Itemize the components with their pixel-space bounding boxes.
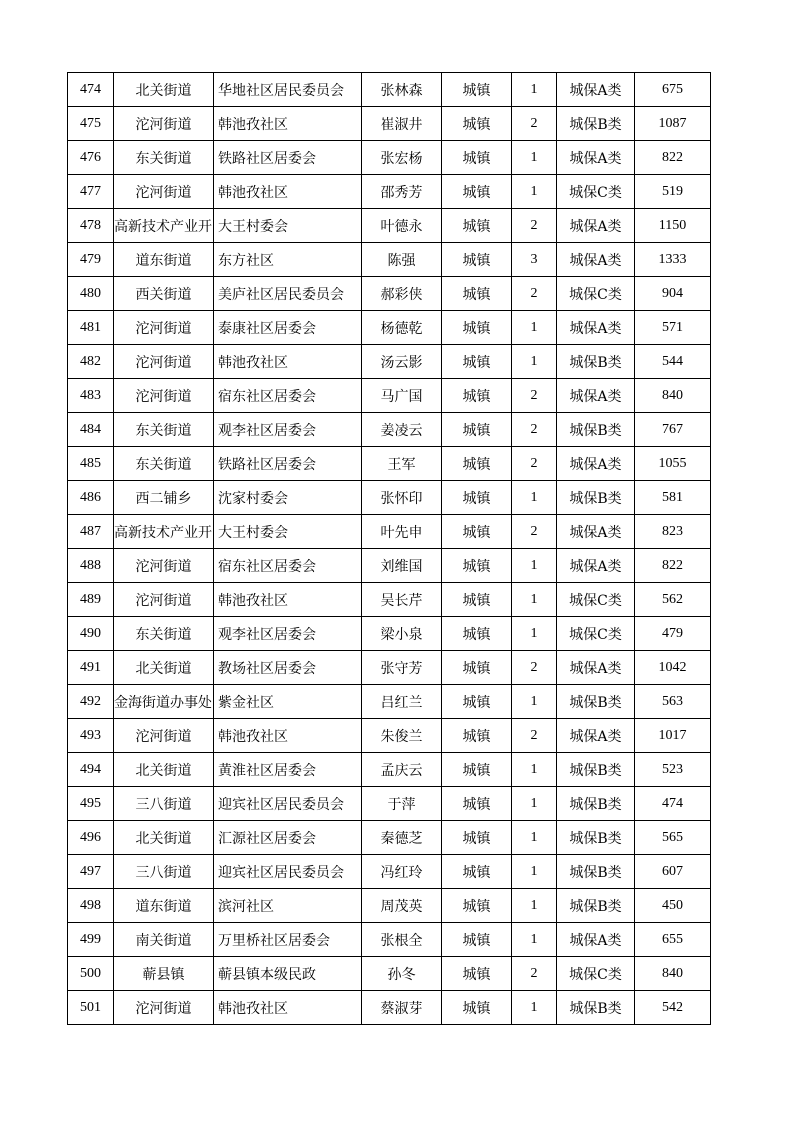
person-name-cell: 叶德永: [362, 209, 442, 243]
member-count-cell: 2: [512, 719, 557, 753]
person-name-cell: 张宏杨: [362, 141, 442, 175]
member-count-cell: 1: [512, 583, 557, 617]
community-cell: 万里桥社区居委会: [214, 923, 362, 957]
member-count-cell: 1: [512, 787, 557, 821]
community-cell: 铁路社区居委会: [214, 141, 362, 175]
household-type-cell: 城镇: [442, 753, 512, 787]
category-cell: 城保A类: [557, 549, 635, 583]
person-name-cell: 于萍: [362, 787, 442, 821]
street-cell: 三八街道: [114, 787, 214, 821]
amount-cell: 479: [635, 617, 711, 651]
person-name-cell: 张林森: [362, 73, 442, 107]
street-cell: 沱河街道: [114, 991, 214, 1025]
member-count-cell: 1: [512, 923, 557, 957]
amount-cell: 840: [635, 957, 711, 991]
category-cell: 城保B类: [557, 481, 635, 515]
household-type-cell: 城镇: [442, 787, 512, 821]
household-type-cell: 城镇: [442, 855, 512, 889]
amount-cell: 904: [635, 277, 711, 311]
table-row: [68, 651, 711, 685]
community-cell: 韩池孜社区: [214, 583, 362, 617]
person-name-cell: 朱俊兰: [362, 719, 442, 753]
member-count-cell: 2: [512, 209, 557, 243]
person-name-cell: 吴长芹: [362, 583, 442, 617]
person-name-cell: 冯红玲: [362, 855, 442, 889]
household-type-cell: 城镇: [442, 991, 512, 1025]
household-type-cell: 城镇: [442, 447, 512, 481]
street-cell: 沱河街道: [114, 549, 214, 583]
community-cell: 华地社区居民委员会: [214, 73, 362, 107]
table-row: [68, 141, 711, 175]
row-number-cell: 485: [68, 447, 114, 481]
category-cell: 城保A类: [557, 379, 635, 413]
person-name-cell: 蔡淑芽: [362, 991, 442, 1025]
row-number-cell: 497: [68, 855, 114, 889]
community-cell: 沈家村委会: [214, 481, 362, 515]
person-name-cell: 梁小泉: [362, 617, 442, 651]
row-number-cell: 478: [68, 209, 114, 243]
person-name-cell: 汤云影: [362, 345, 442, 379]
member-count-cell: 1: [512, 481, 557, 515]
amount-cell: 523: [635, 753, 711, 787]
row-number-cell: 498: [68, 889, 114, 923]
community-cell: 教场社区居委会: [214, 651, 362, 685]
table-row: [68, 73, 711, 107]
street-cell: 西关街道: [114, 277, 214, 311]
community-cell: 泰康社区居委会: [214, 311, 362, 345]
street-cell: 沱河街道: [114, 345, 214, 379]
category-cell: 城保A类: [557, 515, 635, 549]
category-cell: 城保B类: [557, 413, 635, 447]
member-count-cell: 2: [512, 277, 557, 311]
household-type-cell: 城镇: [442, 141, 512, 175]
row-number-cell: 474: [68, 73, 114, 107]
household-type-cell: 城镇: [442, 719, 512, 753]
community-cell: 蕲县镇本级民政: [214, 957, 362, 991]
table-row: [68, 549, 711, 583]
community-cell: 美庐社区居民委员会: [214, 277, 362, 311]
row-number-cell: 490: [68, 617, 114, 651]
category-cell: 城保C类: [557, 583, 635, 617]
member-count-cell: 1: [512, 345, 557, 379]
amount-cell: 840: [635, 379, 711, 413]
community-cell: 观李社区居委会: [214, 617, 362, 651]
table-row: [68, 889, 711, 923]
amount-cell: 562: [635, 583, 711, 617]
member-count-cell: 2: [512, 651, 557, 685]
member-count-cell: 2: [512, 447, 557, 481]
household-type-cell: 城镇: [442, 209, 512, 243]
household-type-cell: 城镇: [442, 515, 512, 549]
community-cell: 宿东社区居委会: [214, 379, 362, 413]
row-number-cell: 501: [68, 991, 114, 1025]
community-cell: 韩池孜社区: [214, 345, 362, 379]
table-row: [68, 787, 711, 821]
person-name-cell: 马广国: [362, 379, 442, 413]
household-type-cell: 城镇: [442, 889, 512, 923]
amount-cell: 655: [635, 923, 711, 957]
member-count-cell: 1: [512, 141, 557, 175]
household-type-cell: 城镇: [442, 957, 512, 991]
community-cell: 大王村委会: [214, 209, 362, 243]
person-name-cell: 秦德芝: [362, 821, 442, 855]
member-count-cell: 1: [512, 855, 557, 889]
table-row: [68, 209, 711, 243]
person-name-cell: 姜凌云: [362, 413, 442, 447]
street-cell: 沱河街道: [114, 311, 214, 345]
community-cell: 观李社区居委会: [214, 413, 362, 447]
amount-cell: 450: [635, 889, 711, 923]
table-row: [68, 175, 711, 209]
household-type-cell: 城镇: [442, 923, 512, 957]
amount-cell: 1333: [635, 243, 711, 277]
row-number-cell: 477: [68, 175, 114, 209]
household-type-cell: 城镇: [442, 685, 512, 719]
member-count-cell: 2: [512, 379, 557, 413]
table-row: [68, 277, 711, 311]
table-row: [68, 447, 711, 481]
street-cell: 北关街道: [114, 651, 214, 685]
street-cell: 三八街道: [114, 855, 214, 889]
community-cell: 东方社区: [214, 243, 362, 277]
person-name-cell: 张根全: [362, 923, 442, 957]
table-row: [68, 991, 711, 1025]
street-cell: 沱河街道: [114, 107, 214, 141]
table-row: [68, 107, 711, 141]
category-cell: 城保A类: [557, 923, 635, 957]
amount-cell: 581: [635, 481, 711, 515]
street-cell: 东关街道: [114, 141, 214, 175]
category-cell: 城保B类: [557, 855, 635, 889]
person-name-cell: 周茂英: [362, 889, 442, 923]
member-count-cell: 1: [512, 617, 557, 651]
category-cell: 城保C类: [557, 277, 635, 311]
amount-cell: 474: [635, 787, 711, 821]
person-name-cell: 刘维国: [362, 549, 442, 583]
person-name-cell: 张怀印: [362, 481, 442, 515]
table-row: [68, 481, 711, 515]
amount-cell: 571: [635, 311, 711, 345]
amount-cell: 1055: [635, 447, 711, 481]
row-number-cell: 475: [68, 107, 114, 141]
table-row: [68, 345, 711, 379]
household-type-cell: 城镇: [442, 175, 512, 209]
row-number-cell: 494: [68, 753, 114, 787]
street-cell: 沱河街道: [114, 379, 214, 413]
category-cell: 城保B类: [557, 889, 635, 923]
amount-cell: 822: [635, 549, 711, 583]
community-cell: 大王村委会: [214, 515, 362, 549]
row-number-cell: 491: [68, 651, 114, 685]
member-count-cell: 1: [512, 549, 557, 583]
person-name-cell: 张守芳: [362, 651, 442, 685]
street-cell: 道东街道: [114, 243, 214, 277]
amount-cell: 565: [635, 821, 711, 855]
street-cell: 南关街道: [114, 923, 214, 957]
row-number-cell: 483: [68, 379, 114, 413]
household-type-cell: 城镇: [442, 821, 512, 855]
street-cell: 北关街道: [114, 73, 214, 107]
community-cell: 宿东社区居委会: [214, 549, 362, 583]
row-number-cell: 492: [68, 685, 114, 719]
amount-cell: 1042: [635, 651, 711, 685]
community-cell: 迎宾社区居民委员会: [214, 855, 362, 889]
household-type-cell: 城镇: [442, 311, 512, 345]
person-name-cell: 王军: [362, 447, 442, 481]
street-cell: 高新技术产业开: [114, 515, 214, 549]
street-cell: 高新技术产业开: [114, 209, 214, 243]
table-row: [68, 311, 711, 345]
category-cell: 城保B类: [557, 345, 635, 379]
row-number-cell: 486: [68, 481, 114, 515]
member-count-cell: 3: [512, 243, 557, 277]
member-count-cell: 2: [512, 107, 557, 141]
household-type-cell: 城镇: [442, 549, 512, 583]
member-count-cell: 1: [512, 685, 557, 719]
community-cell: 韩池孜社区: [214, 107, 362, 141]
table-row: [68, 243, 711, 277]
category-cell: 城保C类: [557, 617, 635, 651]
community-cell: 铁路社区居委会: [214, 447, 362, 481]
amount-cell: 542: [635, 991, 711, 1025]
household-type-cell: 城镇: [442, 583, 512, 617]
table-row: [68, 753, 711, 787]
category-cell: 城保A类: [557, 447, 635, 481]
amount-cell: 767: [635, 413, 711, 447]
table-row: [68, 583, 711, 617]
category-cell: 城保A类: [557, 209, 635, 243]
street-cell: 道东街道: [114, 889, 214, 923]
member-count-cell: 1: [512, 821, 557, 855]
street-cell: 东关街道: [114, 617, 214, 651]
street-cell: 北关街道: [114, 821, 214, 855]
category-cell: 城保A类: [557, 141, 635, 175]
street-cell: 西二铺乡: [114, 481, 214, 515]
category-cell: 城保B类: [557, 787, 635, 821]
household-type-cell: 城镇: [442, 651, 512, 685]
row-number-cell: 499: [68, 923, 114, 957]
row-number-cell: 480: [68, 277, 114, 311]
table-row: [68, 379, 711, 413]
street-cell: 东关街道: [114, 447, 214, 481]
member-count-cell: 1: [512, 889, 557, 923]
table-row: [68, 413, 711, 447]
member-count-cell: 2: [512, 957, 557, 991]
category-cell: 城保C类: [557, 175, 635, 209]
row-number-cell: 479: [68, 243, 114, 277]
amount-cell: 519: [635, 175, 711, 209]
category-cell: 城保A类: [557, 311, 635, 345]
category-cell: 城保B类: [557, 685, 635, 719]
row-number-cell: 482: [68, 345, 114, 379]
street-cell: 沱河街道: [114, 175, 214, 209]
household-type-cell: 城镇: [442, 345, 512, 379]
row-number-cell: 495: [68, 787, 114, 821]
category-cell: 城保B类: [557, 107, 635, 141]
table-row: [68, 617, 711, 651]
amount-cell: 1150: [635, 209, 711, 243]
community-cell: 滨河社区: [214, 889, 362, 923]
amount-cell: 1017: [635, 719, 711, 753]
member-count-cell: 1: [512, 73, 557, 107]
table-row: [68, 515, 711, 549]
amount-cell: 563: [635, 685, 711, 719]
amount-cell: 544: [635, 345, 711, 379]
row-number-cell: 481: [68, 311, 114, 345]
category-cell: 城保B类: [557, 753, 635, 787]
row-number-cell: 489: [68, 583, 114, 617]
community-cell: 迎宾社区居民委员会: [214, 787, 362, 821]
street-cell: 沱河街道: [114, 719, 214, 753]
member-count-cell: 1: [512, 311, 557, 345]
category-cell: 城保C类: [557, 957, 635, 991]
table-row: [68, 685, 711, 719]
household-type-cell: 城镇: [442, 617, 512, 651]
relief-roster-table: [67, 72, 711, 1025]
member-count-cell: 1: [512, 991, 557, 1025]
row-number-cell: 488: [68, 549, 114, 583]
table-row: [68, 719, 711, 753]
category-cell: 城保A类: [557, 73, 635, 107]
community-cell: 韩池孜社区: [214, 719, 362, 753]
person-name-cell: 陈强: [362, 243, 442, 277]
amount-cell: 822: [635, 141, 711, 175]
person-name-cell: 杨德乾: [362, 311, 442, 345]
household-type-cell: 城镇: [442, 413, 512, 447]
member-count-cell: 2: [512, 413, 557, 447]
member-count-cell: 1: [512, 175, 557, 209]
person-name-cell: 孟庆云: [362, 753, 442, 787]
amount-cell: 1087: [635, 107, 711, 141]
row-number-cell: 500: [68, 957, 114, 991]
street-cell: 蕲县镇: [114, 957, 214, 991]
community-cell: 汇源社区居委会: [214, 821, 362, 855]
category-cell: 城保B类: [557, 991, 635, 1025]
household-type-cell: 城镇: [442, 481, 512, 515]
person-name-cell: 郝彩侠: [362, 277, 442, 311]
category-cell: 城保A类: [557, 719, 635, 753]
street-cell: 北关街道: [114, 753, 214, 787]
row-number-cell: 484: [68, 413, 114, 447]
household-type-cell: 城镇: [442, 73, 512, 107]
row-number-cell: 487: [68, 515, 114, 549]
household-type-cell: 城镇: [442, 107, 512, 141]
category-cell: 城保B类: [557, 821, 635, 855]
person-name-cell: 邵秀芳: [362, 175, 442, 209]
table-row: [68, 957, 711, 991]
community-cell: 韩池孜社区: [214, 175, 362, 209]
street-cell: 沱河街道: [114, 583, 214, 617]
amount-cell: 823: [635, 515, 711, 549]
street-cell: 金海街道办事处: [114, 685, 214, 719]
row-number-cell: 476: [68, 141, 114, 175]
row-number-cell: 496: [68, 821, 114, 855]
community-cell: 紫金社区: [214, 685, 362, 719]
table-row: [68, 821, 711, 855]
category-cell: 城保A类: [557, 651, 635, 685]
member-count-cell: 1: [512, 753, 557, 787]
amount-cell: 607: [635, 855, 711, 889]
table-row: [68, 923, 711, 957]
household-type-cell: 城镇: [442, 243, 512, 277]
household-type-cell: 城镇: [442, 277, 512, 311]
amount-cell: 675: [635, 73, 711, 107]
community-cell: 黄淮社区居委会: [214, 753, 362, 787]
category-cell: 城保A类: [557, 243, 635, 277]
community-cell: 韩池孜社区: [214, 991, 362, 1025]
table-body: [68, 73, 711, 1025]
table-row: [68, 855, 711, 889]
household-type-cell: 城镇: [442, 379, 512, 413]
person-name-cell: 叶先申: [362, 515, 442, 549]
street-cell: 东关街道: [114, 413, 214, 447]
member-count-cell: 2: [512, 515, 557, 549]
person-name-cell: 崔淑井: [362, 107, 442, 141]
person-name-cell: 孙冬: [362, 957, 442, 991]
row-number-cell: 493: [68, 719, 114, 753]
person-name-cell: 吕红兰: [362, 685, 442, 719]
